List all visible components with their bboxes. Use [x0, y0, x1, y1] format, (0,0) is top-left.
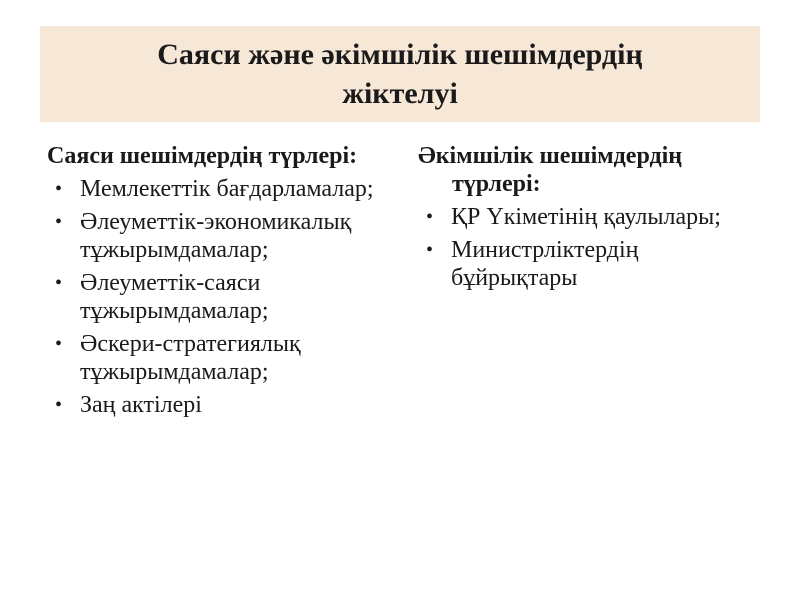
list-item	[418, 236, 758, 292]
list-item	[47, 330, 377, 386]
title-banner	[40, 26, 760, 122]
bullet-icon: •	[55, 211, 63, 233]
bullet-icon: •	[426, 239, 434, 261]
list-item	[47, 269, 377, 325]
list-item	[418, 203, 758, 231]
list-item-text: Әлеуметтік-экономикалық тұжырымдамалар;	[80, 209, 352, 263]
bullet-icon: •	[426, 206, 434, 228]
list-item-text: Әлеуметтік-саяси тұжырымдамалар;	[80, 270, 269, 324]
list-item-text: Әскери-стратегиялық тұжырымдамалар;	[80, 331, 301, 385]
list-item	[47, 175, 377, 203]
political-decisions-column	[47, 142, 377, 419]
bullet-icon: •	[55, 394, 63, 416]
bullet-icon: •	[55, 333, 63, 355]
list-item	[47, 391, 377, 419]
administrative-decisions-list	[418, 203, 758, 292]
list-item-text: Мемлекеттік бағдарламалар;	[80, 176, 374, 202]
list-item-text: Заң актілері	[80, 392, 202, 418]
administrative-decisions-column	[418, 142, 758, 292]
administrative-decisions-heading: Әкімшілік шешімдердің түрлері:	[418, 143, 683, 197]
bullet-icon: •	[55, 178, 63, 200]
political-decisions-list	[47, 175, 377, 419]
bullet-icon: •	[55, 272, 63, 294]
slide-title: Саяси және әкімшілік шешімдердің жіктелуі	[157, 38, 643, 110]
political-decisions-heading: Саяси шешімдердің түрлері:	[47, 143, 358, 169]
list-item	[47, 208, 377, 264]
list-item-text: Министрліктердің бұйрықтары	[451, 237, 639, 291]
list-item-text: ҚР Үкіметінің қаулылары;	[451, 204, 721, 230]
